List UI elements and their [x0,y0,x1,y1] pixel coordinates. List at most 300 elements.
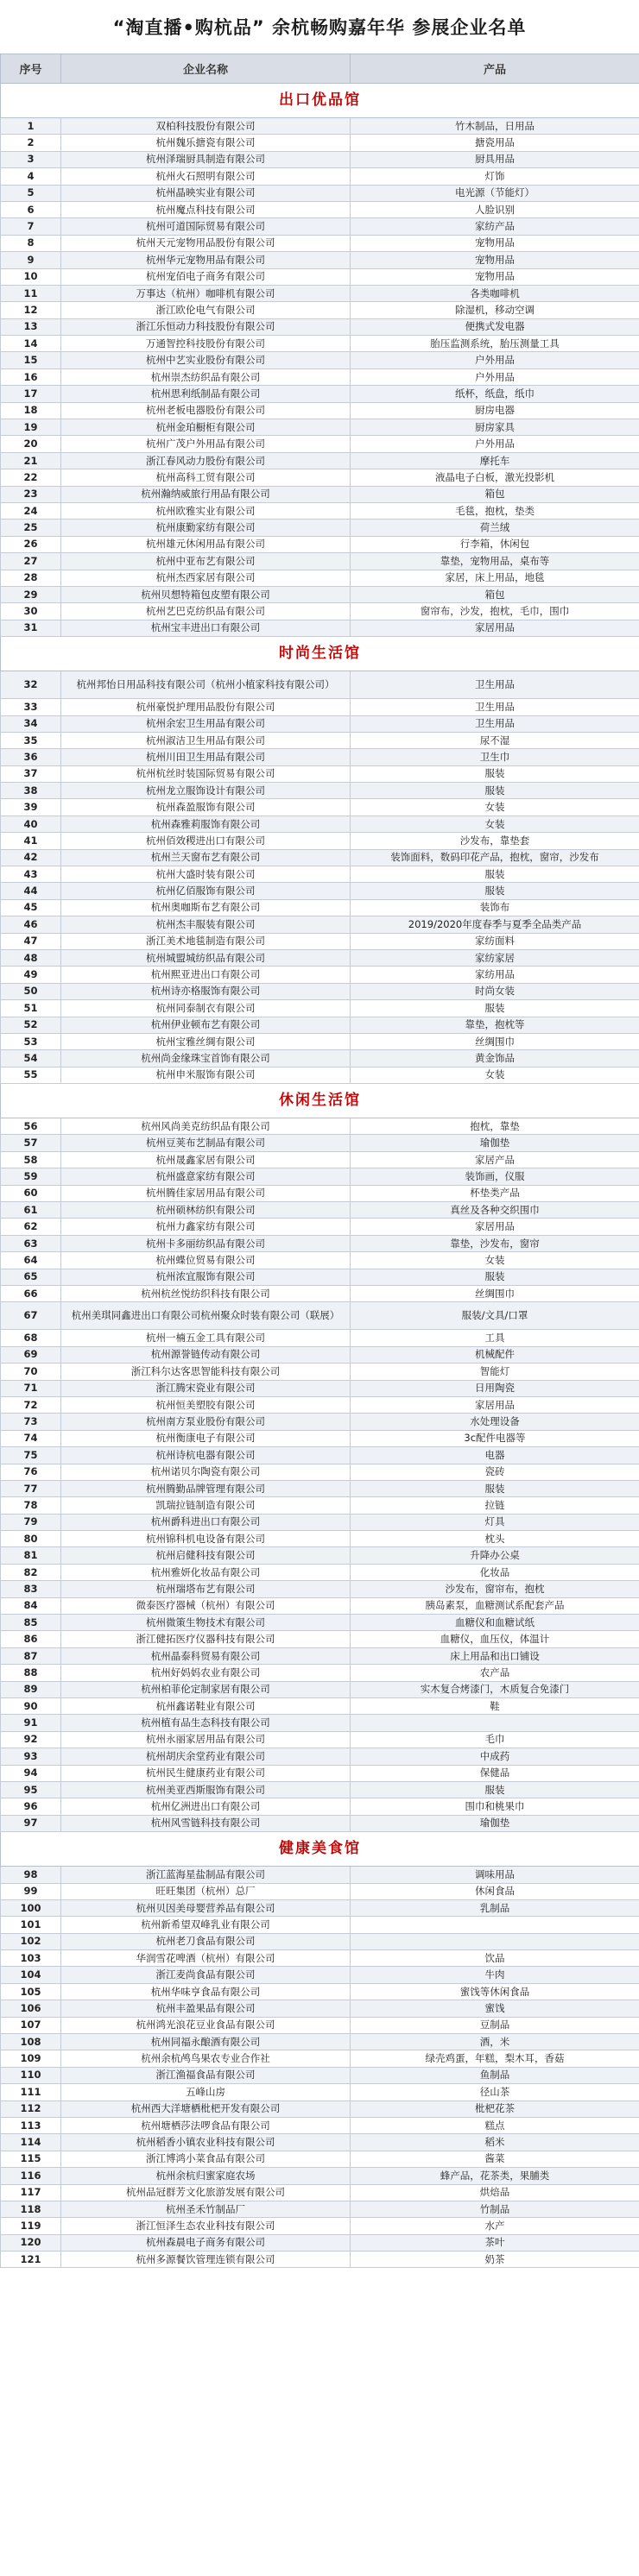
table-row [1,285,639,301]
table-row [1,1000,639,1017]
row-number: 102 [1,1933,61,1949]
row-number: 105 [1,1983,61,2000]
section-header-row [1,1832,639,1867]
company-name: 杭州魔点科技有限公司 [61,201,351,217]
product-category: 靠垫，沙发布，窗帘 [351,1235,639,1251]
product-category: 卫生巾 [351,749,639,765]
row-number: 32 [1,671,61,699]
company-name: 杭州植有品生态科技有限公司 [61,1715,351,1731]
product-category: 瑜伽垫 [351,1815,639,1831]
row-number: 37 [1,765,61,782]
row-number: 61 [1,1202,61,1219]
row-number: 100 [1,1899,61,1916]
table-row [1,135,639,151]
row-number: 76 [1,1464,61,1480]
product-category: 宠物用品 [351,235,639,251]
row-number: 28 [1,570,61,586]
table-row [1,1269,639,1285]
row-number: 119 [1,2218,61,2234]
table-row [1,1414,639,1430]
table-body [1,84,639,2268]
table-row [1,749,639,765]
product-category: 休闲食品 [351,1883,639,1899]
table-row [1,1252,639,1269]
company-name: 五峰山房 [61,2084,351,2100]
company-name: 杭州胡庆余堂药业有限公司 [61,1748,351,1765]
table-row [1,1883,639,1899]
company-name: 万事达（杭州）咖啡机有限公司 [61,285,351,301]
table-row [1,302,639,318]
company-name: 杭州金珀橱柜有限公司 [61,419,351,436]
row-number: 87 [1,1647,61,1664]
table-row [1,386,639,402]
company-name: 杭州雄元休闲用品有限公司 [61,536,351,552]
table-row [1,1464,639,1480]
row-number: 8 [1,235,61,251]
row-number: 75 [1,1447,61,1464]
company-name: 杭州鑫诺鞋业有限公司 [61,1697,351,1714]
product-category: 摩托车 [351,452,639,469]
row-number: 52 [1,1017,61,1033]
row-number: 118 [1,2201,61,2217]
company-name: 杭州风尚美克纺织品有限公司 [61,1118,351,1135]
page-title: “淘直播•购杭品” 余杭畅购嘉年华 参展企业名单 [112,17,527,38]
product-category: 装饰布 [351,899,639,916]
table-row [1,899,639,916]
company-name: 杭州伊业顿布艺有限公司 [61,1017,351,1033]
table-row [1,168,639,185]
row-number: 89 [1,1681,61,1697]
table-row [1,1135,639,1151]
table-row [1,2201,639,2217]
product-category: 瑜伽垫 [351,1135,639,1151]
company-name: 凯瑞拉链制造有限公司 [61,1497,351,1514]
row-number: 115 [1,2151,61,2167]
company-name: 杭州腾佳家居用品有限公司 [61,1185,351,1201]
product-category: 实木复合烤漆门，木质复合免漆门 [351,1681,639,1697]
company-name: 杭州锦科机电设备有限公司 [61,1531,351,1547]
row-number: 80 [1,1531,61,1547]
product-category: 时尚女装 [351,983,639,999]
table-row [1,1219,639,1235]
row-number: 68 [1,1330,61,1346]
row-number: 72 [1,1396,61,1413]
product-category: 箱包 [351,586,639,602]
row-number: 110 [1,2067,61,2083]
company-name: 杭州杰丰服装有限公司 [61,916,351,933]
product-category: 窗帘布，沙发，抱枕，毛巾，围巾 [351,603,639,620]
company-name: 杭州高科工贸有限公司 [61,469,351,486]
company-name: 杭州杰西家居有限公司 [61,570,351,586]
product-category: 丝绸围巾 [351,1286,639,1302]
company-name: 杭州大盛时装有限公司 [61,866,351,883]
company-name: 杭州塘栖莎法啰食品有限公司 [61,2117,351,2133]
row-number: 71 [1,1380,61,1396]
table-row [1,2184,639,2201]
company-name: 杭州微策生物技术有限公司 [61,1615,351,1631]
product-category: 枇杷花茶 [351,2100,639,2117]
company-name: 杭州柏菲伦定制家居有限公司 [61,1681,351,1697]
row-number: 55 [1,1067,61,1083]
company-name: 杭州淑洁卫生用品有限公司 [61,732,351,748]
row-number: 67 [1,1302,61,1330]
company-name: 杭州诗杭电器有限公司 [61,1447,351,1464]
table-row [1,536,639,552]
product-category: 抱枕，靠垫 [351,1118,639,1135]
row-number: 91 [1,1715,61,1731]
row-number: 112 [1,2100,61,2117]
product-category: 糕点 [351,2117,639,2133]
table-row [1,1917,639,1933]
product-category: 酱菜 [351,2151,639,2167]
table-row [1,732,639,748]
product-category: 服装/文具/口罩 [351,1302,639,1330]
product-category: 卫生用品 [351,715,639,732]
product-category: 工具 [351,1330,639,1346]
product-category: 蜜饯等休闲食品 [351,1983,639,2000]
table-row [1,520,639,536]
row-number: 40 [1,816,61,832]
table-row [1,2134,639,2151]
product-category: 靠垫，宠物用品，桌布等 [351,553,639,570]
product-category: 杯垫类产品 [351,1185,639,1201]
row-number: 41 [1,833,61,849]
table-row [1,419,639,436]
company-name: 杭州力鑫家纺有限公司 [61,1219,351,1235]
row-number: 101 [1,1917,61,1933]
product-category: 卫生用品 [351,671,639,699]
product-category: 除湿机，移动空调 [351,302,639,318]
company-name: 杭州晶泰科贸易有限公司 [61,1647,351,1664]
table-row [1,1396,639,1413]
table-row [1,1330,639,1346]
product-category: 行李箱，休闲包 [351,536,639,552]
row-number: 58 [1,1151,61,1168]
product-category: 机械配件 [351,1346,639,1363]
product-category: 升降办公桌 [351,1547,639,1564]
table-row [1,2017,639,2033]
table-row [1,783,639,799]
company-name: 浙江健拓医疗仪器科技有限公司 [61,1631,351,1647]
table-row [1,949,639,966]
table-row [1,603,639,620]
table-row [1,1151,639,1168]
table-row [1,967,639,983]
row-number: 62 [1,1219,61,1235]
product-category: 户外用品 [351,368,639,385]
product-category: 丝绸围巾 [351,1033,639,1049]
company-name: 杭州佰效稷进出口有限公司 [61,833,351,849]
row-number: 4 [1,168,61,185]
product-category: 卫生用品 [351,699,639,715]
row-number: 95 [1,1781,61,1798]
table-row [1,486,639,502]
table-row [1,1364,639,1380]
row-number: 44 [1,883,61,899]
row-number: 120 [1,2234,61,2251]
table-row [1,1647,639,1664]
product-category: 鞋 [351,1697,639,1714]
product-category: 胎压监测系统，胎压测量工具 [351,336,639,352]
company-name: 浙江腾宋瓷业有限公司 [61,1380,351,1396]
company-name: 杭州邦怡日用品科技有限公司（杭州小植家科技有限公司） [61,671,351,699]
product-category: 纸杯，纸盘，纸巾 [351,386,639,402]
product-category: 稻米 [351,2134,639,2151]
product-category: 智能灯 [351,1364,639,1380]
company-name: 杭州蝶位贸易有限公司 [61,1252,351,1269]
company-name: 杭州盛意家纺有限公司 [61,1168,351,1185]
row-number: 74 [1,1430,61,1446]
table-row [1,1302,639,1330]
row-number: 121 [1,2252,61,2268]
table-row [1,2234,639,2251]
row-number: 12 [1,302,61,318]
table-row [1,2050,639,2067]
product-category: 服装 [351,1480,639,1496]
row-number: 73 [1,1414,61,1430]
table-row [1,151,639,167]
product-category: 瓷砖 [351,1464,639,1480]
company-name: 杭州美亚西斯服饰有限公司 [61,1781,351,1798]
company-name: 杭州南方泵业股份有限公司 [61,1414,351,1430]
product-category: 床上用品和出口铺设 [351,1647,639,1664]
product-category: 家居用品 [351,620,639,636]
company-name: 杭州永丽家居用品有限公司 [61,1731,351,1748]
row-number: 49 [1,967,61,983]
company-name: 杭州广茂户外用品有限公司 [61,436,351,452]
table-row [1,1380,639,1396]
company-name: 杭州天元宠物用品股份有限公司 [61,235,351,251]
product-category: 人脸识别 [351,201,639,217]
table-row [1,1631,639,1647]
row-number: 56 [1,1118,61,1135]
row-number: 97 [1,1815,61,1831]
table-row [1,570,639,586]
product-category: 灯饰 [351,168,639,185]
table-row [1,1118,639,1135]
row-number: 117 [1,2184,61,2201]
product-category: 调味用品 [351,1867,639,1883]
product-category: 血糖仪和血糖试纸 [351,1615,639,1631]
company-name: 杭州亿洲进出口有限公司 [61,1798,351,1815]
table-row [1,866,639,883]
row-number: 2 [1,135,61,151]
row-number: 26 [1,536,61,552]
company-name: 杭州西大洋塘栖枇杷开发有限公司 [61,2100,351,2117]
company-name: 杭州艺巴克纺织品有限公司 [61,603,351,620]
product-category [351,1933,639,1949]
row-number: 108 [1,2034,61,2050]
table-row [1,1615,639,1631]
company-name: 杭州中艺实业股份有限公司 [61,352,351,368]
row-number: 93 [1,1748,61,1765]
company-name: 杭州豆荚布艺制品有限公司 [61,1135,351,1151]
product-category: 便携式发电器 [351,318,639,335]
product-category: 家居用品 [351,1396,639,1413]
table-row [1,1967,639,1983]
company-name: 杭州民生健康药业有限公司 [61,1765,351,1781]
table-row [1,833,639,849]
company-name: 杭州奥咖斯布艺有限公司 [61,899,351,916]
row-number: 14 [1,336,61,352]
table-row [1,1581,639,1597]
product-category [351,1917,639,1933]
product-category: 户外用品 [351,352,639,368]
company-name: 杭州雅妍化妆品有限公司 [61,1564,351,1580]
section-header-row [1,637,639,671]
product-category: 服装 [351,765,639,782]
company-name: 浙江乐恒动力科技股份有限公司 [61,318,351,335]
row-number: 103 [1,1950,61,1967]
row-number: 109 [1,2050,61,2067]
product-category: 家纺家居 [351,949,639,966]
product-category: 灯具 [351,1514,639,1530]
product-category: 家纺产品 [351,218,639,235]
row-number: 21 [1,452,61,469]
company-name: 杭州衡康电子有限公司 [61,1430,351,1446]
table-row [1,1447,639,1464]
product-category: 沙发布，窗帘布，抱枕 [351,1581,639,1597]
company-name: 杭州中亚布艺有限公司 [61,553,351,570]
product-category: 乳制品 [351,1899,639,1916]
company-name: 杭州城盟城纺织品有限公司 [61,949,351,966]
row-number: 46 [1,916,61,933]
product-category: 宠物用品 [351,252,639,268]
row-number: 70 [1,1364,61,1380]
row-number: 96 [1,1798,61,1815]
table-row [1,1017,639,1033]
table-row [1,1286,639,1302]
product-category: 胰岛素泵，血糖测试系配套产品 [351,1597,639,1614]
company-name: 杭州硕林纺织有限公司 [61,1202,351,1219]
product-category: 农产品 [351,1665,639,1681]
company-name: 杭州浓宜服饰有限公司 [61,1269,351,1285]
row-number: 69 [1,1346,61,1363]
table-row [1,2117,639,2133]
table-row [1,235,639,251]
row-number: 54 [1,1050,61,1067]
row-number: 45 [1,899,61,916]
product-category: 日用陶瓷 [351,1380,639,1396]
table-row [1,1665,639,1681]
header-company-name: 企业名称 [61,54,351,84]
product-category: 奶茶 [351,2252,639,2268]
table-row [1,118,639,135]
row-number: 88 [1,1665,61,1681]
table-row [1,1514,639,1530]
table-row [1,671,639,699]
company-name: 杭州卡多丽纺织品有限公司 [61,1235,351,1251]
product-category: 竹制品 [351,2201,639,2217]
table-row [1,1547,639,1564]
product-category: 家居用品 [351,1219,639,1235]
product-category: 烘焙品 [351,2184,639,2201]
company-name: 杭州崇杰纺织品有限公司 [61,368,351,385]
table-row [1,1564,639,1580]
row-number: 6 [1,201,61,217]
table-row [1,1346,639,1363]
table-row [1,352,639,368]
company-name: 浙江欧伦电气有限公司 [61,302,351,318]
row-number: 64 [1,1252,61,1269]
table-row [1,983,639,999]
row-number: 22 [1,469,61,486]
table-row [1,620,639,636]
company-name: 杭州同泰制衣有限公司 [61,1000,351,1017]
table-row [1,436,639,452]
company-name: 杭州爵科进出口有限公司 [61,1514,351,1530]
company-name: 杭州多源餐饮管理连锁有限公司 [61,2252,351,2268]
row-number: 27 [1,553,61,570]
table-row [1,1202,639,1219]
table-row [1,849,639,866]
company-name: 杭州晶映实业有限公司 [61,185,351,201]
row-number: 94 [1,1765,61,1781]
row-number: 19 [1,419,61,436]
row-number: 15 [1,352,61,368]
company-name: 杭州老刀食品有限公司 [61,1933,351,1949]
row-number: 92 [1,1731,61,1748]
table-row [1,452,639,469]
row-number: 42 [1,849,61,866]
company-name: 杭州老板电器股份有限公司 [61,402,351,419]
row-number: 24 [1,502,61,519]
company-name: 双柏科技股份有限公司 [61,118,351,135]
company-name: 杭州豪悦护理用品股份有限公司 [61,699,351,715]
table-row [1,469,639,486]
company-name: 杭州源誉链传动有限公司 [61,1346,351,1363]
product-category: 厨房电器 [351,402,639,419]
product-category: 服装 [351,866,639,883]
product-category: 各类咖啡机 [351,285,639,301]
product-category: 真丝及各种交织围巾 [351,1202,639,1219]
row-number: 65 [1,1269,61,1285]
table-row [1,1697,639,1714]
table-row [1,1933,639,1949]
row-number: 107 [1,2017,61,2033]
table-row [1,1731,639,1748]
company-name: 浙江美术地毯制造有限公司 [61,933,351,949]
product-category: 拉链 [351,1497,639,1514]
table-row [1,1798,639,1815]
row-number: 43 [1,866,61,883]
row-number: 85 [1,1615,61,1631]
product-category: 家纺用品 [351,967,639,983]
table-row [1,2168,639,2184]
company-name: 杭州亿佰服饰有限公司 [61,883,351,899]
table-row [1,2218,639,2234]
company-name: 杭州瀚纳威旅行用品有限公司 [61,486,351,502]
row-number: 3 [1,151,61,167]
table-row [1,2252,639,2268]
table-row [1,218,639,235]
row-number: 114 [1,2134,61,2151]
row-number: 104 [1,1967,61,1983]
product-category: 靠垫，抱枕等 [351,1017,639,1033]
table-row [1,553,639,570]
product-category: 饮品 [351,1950,639,1967]
product-category: 绿壳鸡蛋，年糕，梨木耳，香菇 [351,2050,639,2067]
row-number: 57 [1,1135,61,1151]
section-title: 健康美食馆 [1,1832,639,1867]
company-name: 杭州魏乐搪瓷有限公司 [61,135,351,151]
row-number: 83 [1,1581,61,1597]
table-row [1,1168,639,1185]
company-name: 杭州森盈服饰有限公司 [61,799,351,816]
product-category: 水处理设备 [351,1414,639,1430]
product-category: 围巾和桃果巾 [351,1798,639,1815]
table-row [1,1983,639,2000]
